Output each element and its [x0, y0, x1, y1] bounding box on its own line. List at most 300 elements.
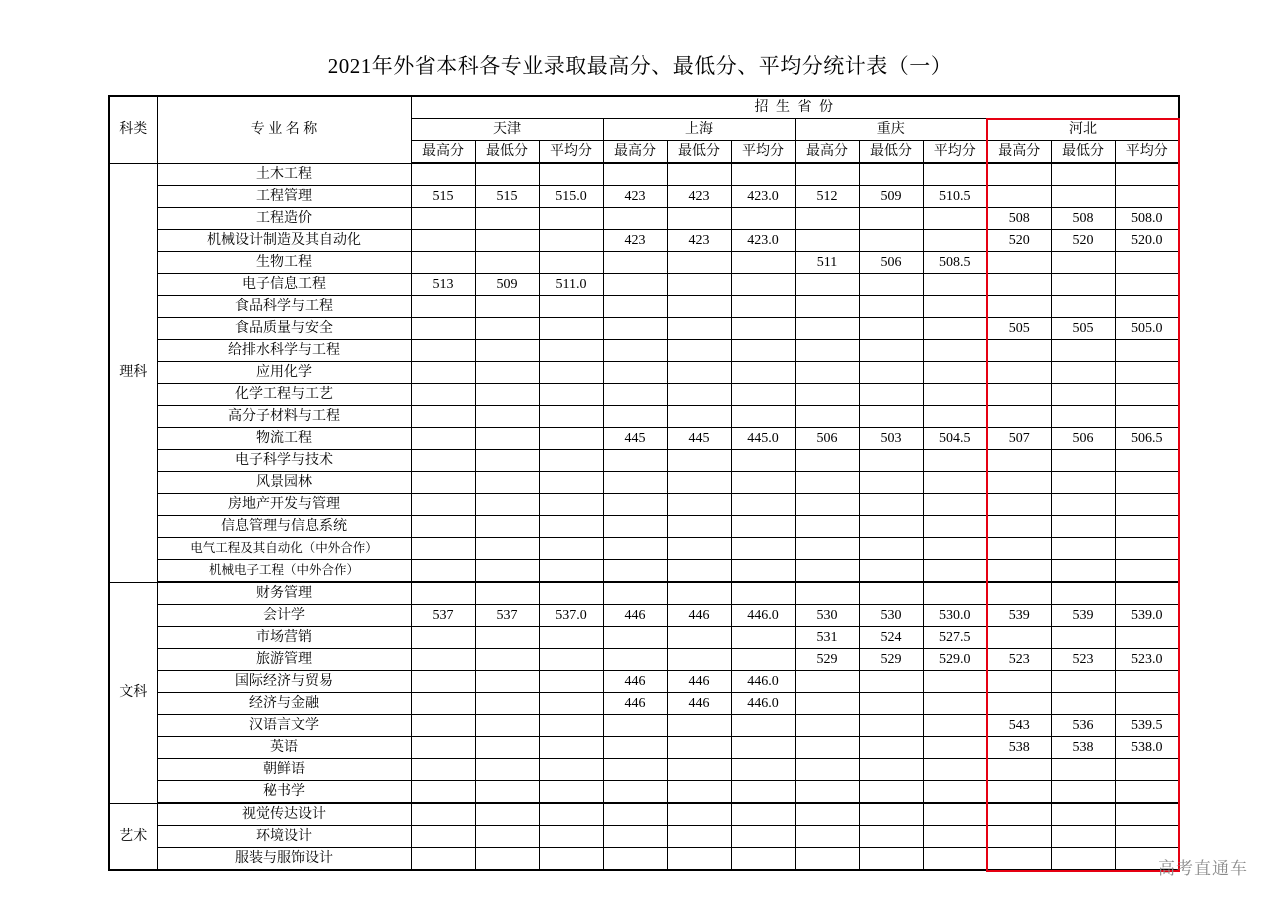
score-cell [795, 516, 859, 538]
subheader-chongqing-avg: 平均分 [923, 141, 987, 164]
score-cell: 524 [859, 627, 923, 649]
score-cell [475, 516, 539, 538]
score-cell [603, 406, 667, 428]
score-cell [475, 340, 539, 362]
major-name-cell: 财务管理 [157, 582, 411, 605]
table-row [109, 605, 1179, 627]
table-row [109, 208, 1179, 230]
score-cell [475, 296, 539, 318]
score-cell [731, 737, 795, 759]
score-cell [987, 406, 1051, 428]
score-cell [923, 781, 987, 804]
score-cell [923, 715, 987, 737]
table-row [109, 186, 1179, 208]
score-cell [731, 826, 795, 848]
score-cell [411, 362, 475, 384]
score-cell [667, 803, 731, 826]
score-cell: 536 [1051, 715, 1115, 737]
score-cell [539, 649, 603, 671]
score-cell [667, 340, 731, 362]
score-cell [1115, 627, 1179, 649]
score-cell [539, 759, 603, 781]
score-cell [923, 340, 987, 362]
score-cell [475, 538, 539, 560]
table-row [109, 450, 1179, 472]
score-cell [987, 494, 1051, 516]
score-cell [1051, 362, 1115, 384]
score-cell [795, 759, 859, 781]
score-cell [667, 826, 731, 848]
score-cell [795, 362, 859, 384]
score-cell [475, 759, 539, 781]
score-cell [731, 450, 795, 472]
score-cell [1115, 406, 1179, 428]
score-cell: 538 [987, 737, 1051, 759]
score-cell [859, 163, 923, 186]
score-cell: 515 [411, 186, 475, 208]
score-cell: 513 [411, 274, 475, 296]
score-cell [1115, 560, 1179, 583]
score-cell [475, 428, 539, 450]
table-row [109, 560, 1179, 583]
score-cell [411, 715, 475, 737]
header-major: 专 业 名 称 [157, 96, 411, 163]
table-row [109, 296, 1179, 318]
score-cell [539, 848, 603, 871]
score-cell [539, 538, 603, 560]
score-cell [539, 494, 603, 516]
score-cell [795, 693, 859, 715]
score-cell: 505.0 [1115, 318, 1179, 340]
score-cell: 423 [667, 230, 731, 252]
score-cell [987, 781, 1051, 804]
major-name-cell: 英语 [157, 737, 411, 759]
score-cell: 446.0 [731, 671, 795, 693]
score-cell [859, 560, 923, 583]
score-cell [539, 472, 603, 494]
major-name-cell: 汉语言文学 [157, 715, 411, 737]
score-cell [475, 494, 539, 516]
score-cell [411, 208, 475, 230]
score-cell [795, 715, 859, 737]
score-cell [987, 803, 1051, 826]
score-table-container [108, 95, 1172, 871]
table-row [109, 649, 1179, 671]
score-cell [539, 428, 603, 450]
score-cell [603, 715, 667, 737]
score-cell [859, 494, 923, 516]
score-cell [539, 737, 603, 759]
score-cell [795, 296, 859, 318]
score-cell [923, 759, 987, 781]
score-cell [1115, 472, 1179, 494]
score-cell [1051, 296, 1115, 318]
score-cell: 512 [795, 186, 859, 208]
score-cell [923, 296, 987, 318]
score-cell [475, 230, 539, 252]
score-cell [923, 274, 987, 296]
score-cell [475, 406, 539, 428]
score-cell: 520 [987, 230, 1051, 252]
score-cell [731, 340, 795, 362]
major-name-cell: 物流工程 [157, 428, 411, 450]
score-cell [475, 781, 539, 804]
score-cell [1115, 516, 1179, 538]
score-cell: 505 [1051, 318, 1115, 340]
score-cell [667, 560, 731, 583]
score-cell [603, 627, 667, 649]
score-cell [1115, 362, 1179, 384]
score-cell [923, 494, 987, 516]
major-name-cell: 市场营销 [157, 627, 411, 649]
major-name-cell: 秘书学 [157, 781, 411, 804]
page-title: 2021年外省本科各专业录取最高分、最低分、平均分统计表（一） [327, 54, 953, 78]
table-row [109, 693, 1179, 715]
score-cell [859, 538, 923, 560]
score-cell [475, 582, 539, 605]
subheader-hebei-max: 最高分 [987, 141, 1051, 164]
score-cell [1051, 582, 1115, 605]
score-cell [987, 826, 1051, 848]
header-province-chongqing: 重庆 [795, 119, 987, 141]
score-cell: 446.0 [731, 693, 795, 715]
score-cell [603, 208, 667, 230]
score-cell [795, 560, 859, 583]
score-cell [411, 671, 475, 693]
score-cell [539, 671, 603, 693]
score-cell [859, 693, 923, 715]
score-cell [411, 494, 475, 516]
score-cell: 446.0 [731, 605, 795, 627]
score-cell [411, 296, 475, 318]
score-cell [1115, 671, 1179, 693]
score-cell [475, 472, 539, 494]
major-name-cell: 土木工程 [157, 163, 411, 186]
score-cell [859, 582, 923, 605]
score-cell [1051, 693, 1115, 715]
score-cell [859, 826, 923, 848]
score-cell [731, 208, 795, 230]
score-cell: 503 [859, 428, 923, 450]
score-cell [475, 450, 539, 472]
score-cell: 520.0 [1115, 230, 1179, 252]
score-cell [731, 759, 795, 781]
score-cell: 539 [987, 605, 1051, 627]
score-cell: 508.5 [923, 252, 987, 274]
subheader-tianjin-avg: 平均分 [539, 141, 603, 164]
score-cell [411, 406, 475, 428]
score-cell [1051, 186, 1115, 208]
score-cell [539, 362, 603, 384]
score-cell [603, 560, 667, 583]
score-cell [795, 384, 859, 406]
score-cell [603, 516, 667, 538]
score-cell [539, 826, 603, 848]
score-cell [411, 848, 475, 871]
score-cell [923, 230, 987, 252]
major-name-cell: 食品科学与工程 [157, 296, 411, 318]
score-cell [667, 163, 731, 186]
score-cell [667, 318, 731, 340]
major-name-cell: 高分子材料与工程 [157, 406, 411, 428]
score-cell [539, 252, 603, 274]
score-cell [475, 826, 539, 848]
score-cell [475, 208, 539, 230]
kelei-cell: 艺术 [109, 803, 157, 870]
major-name-cell: 房地产开发与管理 [157, 494, 411, 516]
score-cell: 537.0 [539, 605, 603, 627]
score-cell [475, 671, 539, 693]
table-row [109, 230, 1179, 252]
score-cell: 446 [603, 693, 667, 715]
major-name-cell: 化学工程与工艺 [157, 384, 411, 406]
score-cell [539, 296, 603, 318]
score-cell [795, 230, 859, 252]
score-cell [859, 362, 923, 384]
score-cell: 423.0 [731, 230, 795, 252]
score-cell [731, 494, 795, 516]
score-cell [923, 671, 987, 693]
score-cell [923, 450, 987, 472]
score-cell [731, 781, 795, 804]
score-cell [1051, 252, 1115, 274]
score-cell [859, 781, 923, 804]
major-name-cell: 生物工程 [157, 252, 411, 274]
score-cell [411, 582, 475, 605]
score-cell: 515 [475, 186, 539, 208]
score-cell [411, 340, 475, 362]
score-cell [411, 384, 475, 406]
score-cell [795, 340, 859, 362]
score-cell [539, 803, 603, 826]
table-row [109, 494, 1179, 516]
score-cell: 539.5 [1115, 715, 1179, 737]
table-row [109, 384, 1179, 406]
score-cell [603, 163, 667, 186]
score-cell [603, 649, 667, 671]
score-cell: 506 [795, 428, 859, 450]
score-cell: 539 [1051, 605, 1115, 627]
score-cell [667, 516, 731, 538]
score-cell [667, 649, 731, 671]
major-name-cell: 国际经济与贸易 [157, 671, 411, 693]
major-name-cell: 工程造价 [157, 208, 411, 230]
score-cell [795, 318, 859, 340]
major-name-cell: 机械设计制造及其自动化 [157, 230, 411, 252]
subheader-shanghai-max: 最高分 [603, 141, 667, 164]
table-row [109, 362, 1179, 384]
score-cell: 506 [1051, 428, 1115, 450]
score-cell [923, 472, 987, 494]
score-cell [987, 582, 1051, 605]
score-cell [731, 384, 795, 406]
score-cell [603, 538, 667, 560]
score-cell [1051, 494, 1115, 516]
score-cell [1115, 384, 1179, 406]
score-cell [923, 737, 987, 759]
score-cell [859, 208, 923, 230]
score-cell [987, 472, 1051, 494]
score-cell [475, 737, 539, 759]
score-cell [923, 848, 987, 871]
score-cell [603, 384, 667, 406]
header-province-shanghai: 上海 [603, 119, 795, 141]
score-cell [539, 318, 603, 340]
score-cell [411, 516, 475, 538]
score-cell: 531 [795, 627, 859, 649]
subheader-tianjin-max: 最高分 [411, 141, 475, 164]
major-name-cell: 食品质量与安全 [157, 318, 411, 340]
score-cell: 530.0 [923, 605, 987, 627]
subheader-chongqing-min: 最低分 [859, 141, 923, 164]
score-cell [859, 715, 923, 737]
score-cell [731, 362, 795, 384]
score-cell [411, 737, 475, 759]
score-cell [923, 406, 987, 428]
major-name-cell: 视觉传达设计 [157, 803, 411, 826]
score-cell [923, 693, 987, 715]
score-cell [411, 803, 475, 826]
score-cell [667, 582, 731, 605]
score-cell [603, 362, 667, 384]
table-row [109, 826, 1179, 848]
score-cell [603, 252, 667, 274]
major-name-cell: 电子科学与技术 [157, 450, 411, 472]
score-cell [1115, 538, 1179, 560]
score-cell: 537 [475, 605, 539, 627]
score-cell [1051, 450, 1115, 472]
score-cell [667, 208, 731, 230]
score-cell [923, 318, 987, 340]
score-cell [667, 384, 731, 406]
score-cell [667, 362, 731, 384]
score-cell [795, 826, 859, 848]
score-cell: 445.0 [731, 428, 795, 450]
score-cell [667, 737, 731, 759]
score-cell: 505 [987, 318, 1051, 340]
score-cell [795, 781, 859, 804]
score-cell [1051, 560, 1115, 583]
score-cell [795, 803, 859, 826]
score-cell [539, 582, 603, 605]
score-cell: 523.0 [1115, 649, 1179, 671]
score-cell [923, 538, 987, 560]
score-cell [603, 803, 667, 826]
score-cell [1051, 671, 1115, 693]
score-cell: 520 [1051, 230, 1115, 252]
score-cell: 423 [667, 186, 731, 208]
header-province-hebei: 河北 [987, 119, 1179, 141]
score-cell [987, 163, 1051, 186]
score-cell [795, 274, 859, 296]
score-cell [987, 450, 1051, 472]
score-cell [859, 296, 923, 318]
score-cell [475, 649, 539, 671]
score-cell: 511 [795, 252, 859, 274]
score-cell [859, 406, 923, 428]
score-cell [411, 252, 475, 274]
score-cell [731, 538, 795, 560]
table-row [109, 428, 1179, 450]
score-cell [1115, 494, 1179, 516]
table-row [109, 163, 1179, 186]
score-cell [539, 693, 603, 715]
score-cell [1115, 759, 1179, 781]
score-cell [1051, 472, 1115, 494]
score-cell [795, 163, 859, 186]
score-cell [859, 516, 923, 538]
score-cell: 446 [667, 671, 731, 693]
score-cell [1051, 627, 1115, 649]
score-cell [731, 406, 795, 428]
score-cell [667, 715, 731, 737]
subheader-hebei-avg: 平均分 [1115, 141, 1179, 164]
score-cell [411, 538, 475, 560]
score-cell [411, 318, 475, 340]
score-cell [603, 737, 667, 759]
score-cell [987, 693, 1051, 715]
header-province-tianjin: 天津 [411, 119, 603, 141]
major-name-cell: 朝鲜语 [157, 759, 411, 781]
score-cell [1115, 582, 1179, 605]
score-cell [475, 560, 539, 583]
score-cell: 529 [859, 649, 923, 671]
score-cell [731, 715, 795, 737]
score-cell: 445 [667, 428, 731, 450]
score-cell [603, 781, 667, 804]
score-cell [1051, 781, 1115, 804]
table-header [109, 96, 1179, 163]
score-cell [667, 450, 731, 472]
table-row [109, 318, 1179, 340]
score-cell [859, 737, 923, 759]
score-cell [539, 230, 603, 252]
score-cell: 507 [987, 428, 1051, 450]
table-body [109, 163, 1179, 870]
score-cell: 537 [411, 605, 475, 627]
score-cell [987, 538, 1051, 560]
score-cell [667, 296, 731, 318]
score-cell [795, 450, 859, 472]
score-cell [411, 230, 475, 252]
major-name-cell: 会计学 [157, 605, 411, 627]
kelei-cell: 文科 [109, 582, 157, 803]
score-cell [731, 163, 795, 186]
score-cell: 529 [795, 649, 859, 671]
score-cell [475, 318, 539, 340]
score-cell [923, 208, 987, 230]
score-cell [1115, 450, 1179, 472]
score-cell: 538 [1051, 737, 1115, 759]
score-cell [987, 186, 1051, 208]
major-name-cell: 信息管理与信息系统 [157, 516, 411, 538]
score-cell [859, 472, 923, 494]
major-name-cell: 工程管理 [157, 186, 411, 208]
table-row [109, 582, 1179, 605]
score-cell [1051, 848, 1115, 871]
score-cell [603, 759, 667, 781]
score-cell [795, 494, 859, 516]
score-cell [1115, 803, 1179, 826]
score-cell [987, 252, 1051, 274]
score-cell [1051, 340, 1115, 362]
score-cell [731, 582, 795, 605]
major-name-cell: 机械电子工程（中外合作） [157, 560, 411, 583]
score-cell [411, 693, 475, 715]
table-row [109, 715, 1179, 737]
table-row [109, 848, 1179, 871]
score-cell [411, 560, 475, 583]
